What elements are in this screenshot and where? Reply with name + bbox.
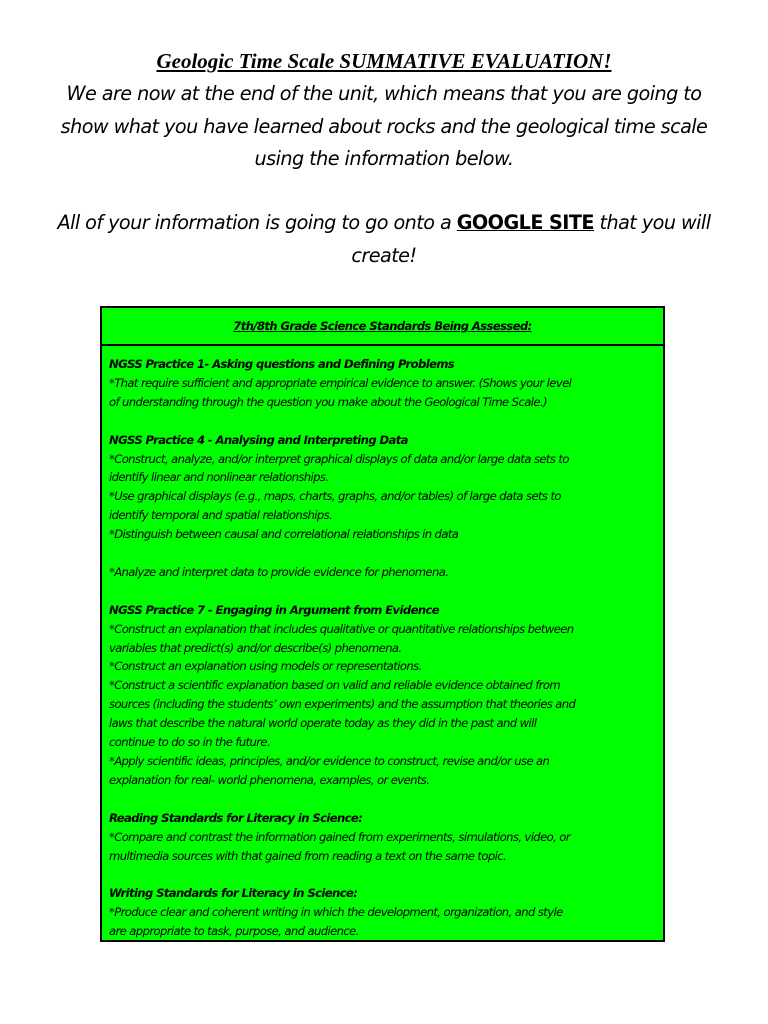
standard-line: *Distinguish between causal and correlational relationships in data	[109, 527, 459, 542]
google-site-paragraph	[40, 207, 728, 272]
standard-line: explanation for real- world phenomena, examples, or events.	[109, 772, 430, 787]
standard-section	[109, 431, 657, 544]
standards-body	[102, 346, 663, 941]
standard-section	[109, 563, 657, 582]
standard-line: *Apply scientific ideas, principles, and/or evidence to construct, revise and/or use an	[109, 753, 550, 768]
standard-line: laws that describe the natural world operate today as they did in the past and will	[109, 716, 537, 731]
standard-line: variables that predict(s) and/or describe(s) phenomena.	[109, 640, 402, 655]
standard-line: identify temporal and spatial relationships.	[109, 508, 333, 523]
standard-line: of understanding through the question you make about the Geological Time Scale.)	[109, 394, 547, 409]
page-title: Geologic Time Scale SUMMATIVE EVALUATION!	[156, 49, 612, 73]
standard-line: *Construct, analyze, and/or interpret graphical displays of data and/or large data sets to	[109, 451, 569, 466]
intro2-text-before: All of your information is going to go onto a	[57, 211, 457, 234]
standard-line: identify linear and nonlinear relationships.	[109, 470, 329, 485]
standard-section	[109, 884, 657, 941]
standard-line: *Construct an explanation using models or representations.	[109, 659, 422, 674]
intro2-text-after: that you will	[593, 211, 711, 234]
google-site-highlight: GOOGLE SITE	[456, 211, 594, 234]
intro-line: create!	[351, 243, 417, 267]
standard-line: *Analyze and interpret data to provide evidence for phenomena.	[109, 564, 449, 579]
standard-line: *Produce clear and coherent writing in which the development, organization, and style	[109, 905, 563, 920]
standard-line: are appropriate to task, purpose, and audience.	[109, 924, 359, 939]
standards-table	[100, 306, 665, 942]
standard-line: sources (including the students’ own experiments) and the assumption that theories and	[109, 697, 576, 712]
standard-line: *Construct an explanation that includes qualitative or quantitative relationships between	[109, 621, 574, 636]
standard-line: *Use graphical displays (e.g., maps, charts, graphs, and/or tables) of large data sets to	[109, 489, 561, 504]
standard-line: *Compare and contrast the information gained from experiments, simulations, video, or	[109, 829, 570, 844]
standards-heading: 7th/8th Grade Science Standards Being Assessed:	[102, 308, 663, 346]
standard-section	[109, 601, 657, 790]
standard-line: *Construct a scientific explanation based on valid and reliable evidence obtained from	[109, 678, 561, 693]
google-site-line	[40, 207, 728, 240]
intro-line: show what you have learned about rocks and the geological time scale	[60, 114, 708, 138]
standard-section-title: Writing Standards for Literacy in Science:	[109, 886, 358, 901]
standard-line: continue to do so in the future.	[109, 735, 271, 750]
intro-line: using the information below.	[254, 147, 514, 170]
standard-line: multimedia sources with that gained from reading a text on the same topic.	[109, 848, 507, 863]
standard-section	[109, 809, 657, 866]
intro-paragraph	[40, 78, 728, 176]
standard-line: *That require sufficient and appropriate empirical evidence to answer. (Shows your level	[109, 375, 572, 390]
standard-section-title: NGSS Practice 7 - Engaging in Argument from Evidence	[109, 602, 440, 617]
standard-section-title: Reading Standards for Literacy in Science:	[109, 810, 363, 825]
standard-section	[109, 355, 657, 412]
standard-section-title: NGSS Practice 4 - Analysing and Interpreting Data	[109, 432, 408, 447]
standard-section-title: NGSS Practice 1- Asking questions and Defining Problems	[109, 357, 455, 371]
intro-line: We are now at the end of the unit, which means that you are going to	[66, 82, 702, 105]
